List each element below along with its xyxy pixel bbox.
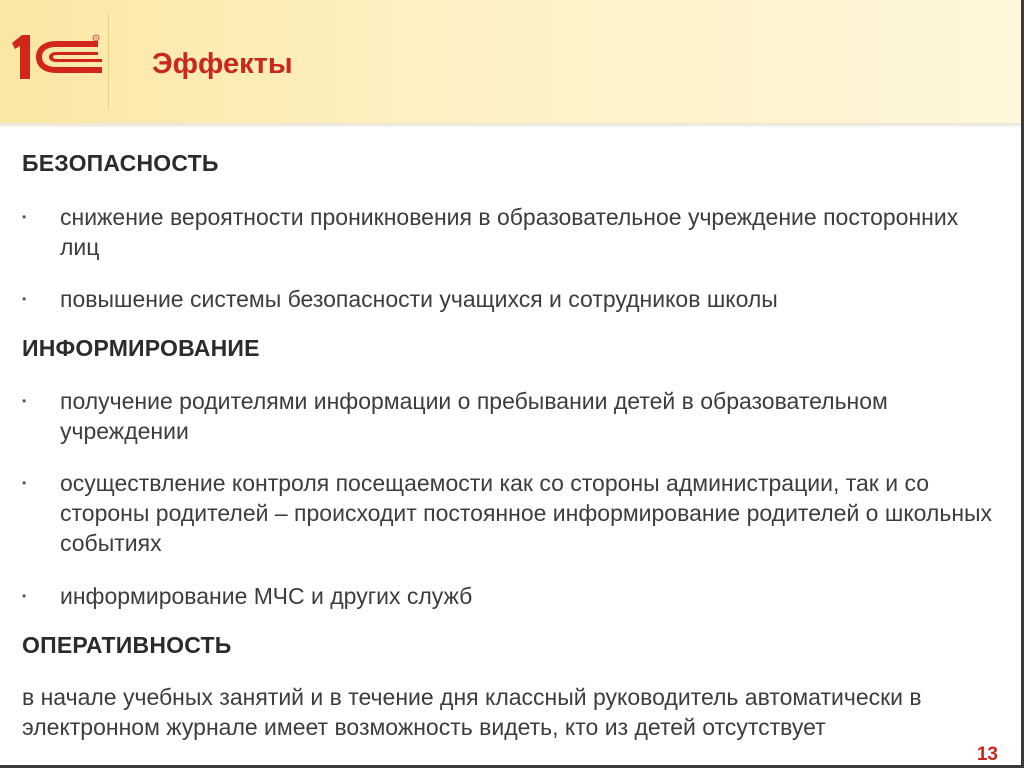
list-item-text: повышение системы безопасности учащихся и сотрудников школы (60, 286, 778, 312)
list-item-text: получение родителями информации о пребывании детей в образовательном учреждении (60, 388, 888, 444)
bullet-list-safety (22, 202, 997, 314)
bullet-dot-icon: • (22, 476, 27, 490)
section-heading-informing: ИНФОРМИРОВАНИЕ (22, 335, 260, 361)
section-paragraph-efficiency: в начале учебных занятий и в течение дня классный руководитель автоматически в электронном журнале имеет возможность видеть, кто из детей отсутствует (22, 684, 922, 740)
bullet-dot-icon: • (22, 394, 27, 408)
bullet-dot-icon: • (22, 589, 27, 603)
page-number: 13 (976, 744, 998, 765)
list-item (22, 581, 997, 611)
section-heading-safety: БЕЗОПАСНОСТЬ (22, 150, 219, 176)
list-item (22, 284, 997, 314)
header-rule (0, 123, 1024, 127)
page-title: Эффекты (152, 48, 293, 80)
bullet-dot-icon: • (22, 210, 27, 224)
bullet-dot-icon: • (22, 292, 27, 306)
slide-content (22, 146, 997, 742)
svg-text:R: R (94, 35, 98, 41)
bullet-list-informing (22, 386, 997, 611)
section-heading-efficiency: ОПЕРАТИВНОСТЬ (22, 632, 232, 658)
list-item-text: информирование МЧС и других служб (60, 583, 473, 609)
list-item (22, 202, 997, 262)
list-item-text: осуществление контроля посещаемости как со стороны администрации, так и со стороны родителей – происходит постоянное информирование родителей о школьных событиях (60, 470, 993, 556)
list-item (22, 386, 997, 446)
header-divider (108, 14, 109, 110)
list-item (22, 468, 997, 558)
slide-header (0, 0, 1024, 124)
list-item-text: снижение вероятности проникновения в образовательное учреждение посторонних лиц (60, 204, 959, 260)
1c-logo-icon (12, 34, 104, 80)
